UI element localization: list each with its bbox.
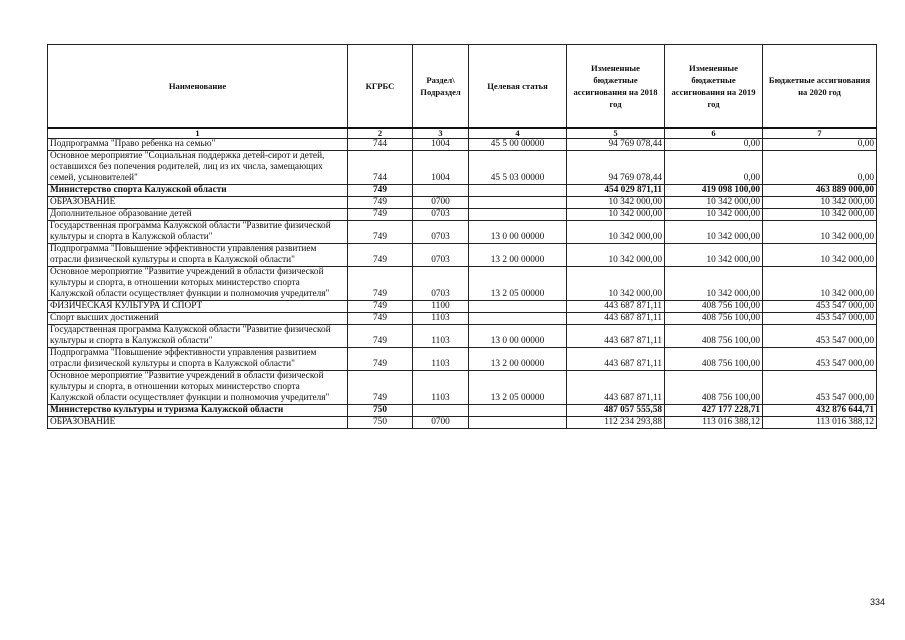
cell-2018: 443 687 871,11 <box>567 325 665 348</box>
cell-2020: 453 547 000,00 <box>763 348 877 371</box>
cell-2018: 443 687 871,11 <box>567 371 665 405</box>
cell-name: Министерство культуры и туризма Калужской области <box>48 405 348 417</box>
cell-name: Основное мероприятие "Развитие учреждений в области физической культуры и спорта, в отношении которых министерство спорта Калужской области осуществляет функции и полномочия учредителя" <box>48 267 348 301</box>
cell-2020: 10 342 000,00 <box>763 267 877 301</box>
cell-target-article: 13 2 00 00000 <box>469 348 567 371</box>
cell-kgrbs: 749 <box>348 301 413 313</box>
table-row <box>48 209 877 221</box>
cell-kgrbs: 744 <box>348 151 413 185</box>
cell-kgrbs: 749 <box>348 325 413 348</box>
cell-2020: 453 547 000,00 <box>763 371 877 405</box>
cell-2018: 443 687 871,11 <box>567 348 665 371</box>
cell-razdel: 0703 <box>413 209 469 221</box>
cell-2020: 10 342 000,00 <box>763 197 877 209</box>
cell-kgrbs: 749 <box>348 209 413 221</box>
cell-2019: 408 756 100,00 <box>665 371 763 405</box>
cell-razdel: 1103 <box>413 313 469 325</box>
cell-razdel: 0703 <box>413 221 469 244</box>
cell-2020: 0,00 <box>763 139 877 151</box>
budget-table <box>47 44 877 429</box>
colnum: 6 <box>665 128 763 139</box>
cell-razdel: 1103 <box>413 348 469 371</box>
cell-name: ФИЗИЧЕСКАЯ КУЛЬТУРА И СПОРТ <box>48 301 348 313</box>
cell-kgrbs: 750 <box>348 405 413 417</box>
cell-name: Министерство спорта Калужской области <box>48 185 348 197</box>
cell-kgrbs: 749 <box>348 267 413 301</box>
cell-razdel <box>413 185 469 197</box>
cell-2019: 408 756 100,00 <box>665 301 763 313</box>
header-2018: Измененные бюджетные ассигнования на 2018 год <box>567 45 665 129</box>
cell-kgrbs: 749 <box>348 197 413 209</box>
cell-razdel: 0700 <box>413 417 469 429</box>
cell-2019: 408 756 100,00 <box>665 325 763 348</box>
cell-2019: 10 342 000,00 <box>665 197 763 209</box>
header-name: Наименование <box>48 45 348 129</box>
cell-2020: 10 342 000,00 <box>763 209 877 221</box>
table-row <box>48 244 877 267</box>
cell-2018: 112 234 293,88 <box>567 417 665 429</box>
cell-2018: 10 342 000,00 <box>567 197 665 209</box>
cell-2020: 453 547 000,00 <box>763 325 877 348</box>
cell-name: Государственная программа Калужской области "Развитие физической культуры и спорта в Калужской области" <box>48 221 348 244</box>
cell-name: Государственная программа Калужской области "Развитие физической культуры и спорта в Калужской области" <box>48 325 348 348</box>
colnum: 1 <box>48 128 348 139</box>
table-row <box>48 151 877 185</box>
cell-2019: 408 756 100,00 <box>665 348 763 371</box>
cell-razdel: 0703 <box>413 244 469 267</box>
cell-kgrbs: 749 <box>348 185 413 197</box>
table-body <box>48 128 877 429</box>
cell-target-article: 13 2 05 00000 <box>469 267 567 301</box>
cell-2018: 443 687 871,11 <box>567 313 665 325</box>
colnum: 7 <box>763 128 877 139</box>
cell-2018: 443 687 871,11 <box>567 301 665 313</box>
cell-target-article: 13 0 00 00000 <box>469 221 567 244</box>
cell-target-article: 45 5 03 00000 <box>469 151 567 185</box>
table-header <box>48 45 877 129</box>
cell-kgrbs: 749 <box>348 221 413 244</box>
page-number: 334 <box>869 597 885 607</box>
cell-2019: 113 016 388,12 <box>665 417 763 429</box>
table-row <box>48 313 877 325</box>
cell-razdel: 1004 <box>413 151 469 185</box>
cell-2019: 427 177 228,71 <box>665 405 763 417</box>
cell-razdel: 1004 <box>413 139 469 151</box>
cell-razdel: 0700 <box>413 197 469 209</box>
cell-name: ОБРАЗОВАНИЕ <box>48 417 348 429</box>
cell-target-article <box>469 405 567 417</box>
table-row <box>48 267 877 301</box>
cell-2018: 94 769 078,44 <box>567 151 665 185</box>
cell-kgrbs: 749 <box>348 313 413 325</box>
table-row <box>48 139 877 151</box>
cell-2020: 432 876 644,71 <box>763 405 877 417</box>
cell-name: Спорт высших достижений <box>48 313 348 325</box>
colnum: 5 <box>567 128 665 139</box>
cell-razdel <box>413 405 469 417</box>
cell-razdel: 1103 <box>413 325 469 348</box>
colnum: 3 <box>413 128 469 139</box>
cell-2018: 454 029 871,11 <box>567 185 665 197</box>
cell-2020: 453 547 000,00 <box>763 301 877 313</box>
cell-target-article: 13 2 00 00000 <box>469 244 567 267</box>
cell-target-article <box>469 417 567 429</box>
cell-target-article <box>469 313 567 325</box>
cell-2020: 463 889 000,00 <box>763 185 877 197</box>
header-2020: Бюджетные ассигнования на 2020 год <box>763 45 877 129</box>
cell-name: Дополнительное образование детей <box>48 209 348 221</box>
table-row <box>48 405 877 417</box>
cell-kgrbs: 750 <box>348 417 413 429</box>
cell-2018: 10 342 000,00 <box>567 267 665 301</box>
cell-2018: 487 057 555,58 <box>567 405 665 417</box>
cell-target-article <box>469 301 567 313</box>
cell-kgrbs: 749 <box>348 371 413 405</box>
cell-2019: 10 342 000,00 <box>665 221 763 244</box>
cell-2020: 0,00 <box>763 151 877 185</box>
cell-name: Подпрограмма "Право ребенка на семью" <box>48 139 348 151</box>
cell-2018: 94 769 078,44 <box>567 139 665 151</box>
table-row <box>48 417 877 429</box>
cell-target-article <box>469 185 567 197</box>
cell-2020: 113 016 388,12 <box>763 417 877 429</box>
header-target-article: Целевая статья <box>469 45 567 129</box>
cell-target-article <box>469 197 567 209</box>
cell-2019: 419 098 100,00 <box>665 185 763 197</box>
cell-2020: 453 547 000,00 <box>763 313 877 325</box>
cell-name: Основное мероприятие "Развитие учреждений в области физической культуры и спорта, в отношении которых министерство спорта Калужской области осуществляет функции и полномочия учредителя" <box>48 371 348 405</box>
table-row <box>48 371 877 405</box>
cell-2019: 408 756 100,00 <box>665 313 763 325</box>
header-kgrbs: КГРБС <box>348 45 413 129</box>
cell-2019: 10 342 000,00 <box>665 209 763 221</box>
cell-name: Подпрограмма "Повышение эффективности управления развитием отрасли физической культуры и спорта в Калужской области" <box>48 348 348 371</box>
table-row <box>48 185 877 197</box>
table-row <box>48 197 877 209</box>
cell-kgrbs: 749 <box>348 244 413 267</box>
cell-kgrbs: 744 <box>348 139 413 151</box>
cell-target-article: 45 5 00 00000 <box>469 139 567 151</box>
cell-2020: 10 342 000,00 <box>763 221 877 244</box>
cell-2019: 0,00 <box>665 139 763 151</box>
cell-razdel: 1103 <box>413 371 469 405</box>
cell-target-article <box>469 209 567 221</box>
cell-name: Основное мероприятие "Социальная поддержка детей-сирот и детей, оставшихся без попечения родителей, лиц из их числа, замещающих семей, усыновителей" <box>48 151 348 185</box>
cell-target-article: 13 0 00 00000 <box>469 325 567 348</box>
cell-kgrbs: 749 <box>348 348 413 371</box>
table-row <box>48 301 877 313</box>
cell-name: ОБРАЗОВАНИЕ <box>48 197 348 209</box>
header-2019: Измененные бюджетные ассигнования на 2019 год <box>665 45 763 129</box>
cell-2020: 10 342 000,00 <box>763 244 877 267</box>
cell-2019: 0,00 <box>665 151 763 185</box>
colnum: 2 <box>348 128 413 139</box>
header-razdel: Раздел\ Подраздел <box>413 45 469 129</box>
table-row <box>48 325 877 348</box>
cell-razdel: 1100 <box>413 301 469 313</box>
cell-2018: 10 342 000,00 <box>567 221 665 244</box>
cell-razdel: 0703 <box>413 267 469 301</box>
column-number-row <box>48 128 877 139</box>
colnum: 4 <box>469 128 567 139</box>
table-row <box>48 221 877 244</box>
cell-2018: 10 342 000,00 <box>567 244 665 267</box>
cell-target-article: 13 2 05 00000 <box>469 371 567 405</box>
table-row <box>48 348 877 371</box>
cell-name: Подпрограмма "Повышение эффективности управления развитием отрасли физической культуры и спорта в Калужской области" <box>48 244 348 267</box>
cell-2019: 10 342 000,00 <box>665 267 763 301</box>
cell-2019: 10 342 000,00 <box>665 244 763 267</box>
cell-2018: 10 342 000,00 <box>567 209 665 221</box>
budget-table-container <box>47 44 876 429</box>
